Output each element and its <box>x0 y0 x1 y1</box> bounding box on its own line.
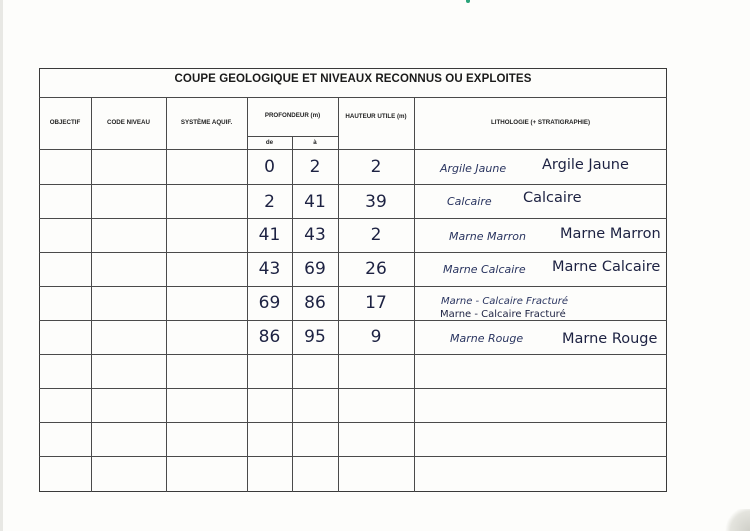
row-4-hauteur: 26 <box>365 259 387 279</box>
title-divider <box>39 97 667 98</box>
row-line <box>39 218 667 219</box>
row-4-litho-faint: Marne Calcaire <box>443 263 526 276</box>
row-3-a: 43 <box>304 225 326 245</box>
row-line <box>39 388 667 389</box>
column-line <box>414 97 415 492</box>
header-profondeur: PROFONDEUR (m) <box>264 112 321 119</box>
row-line <box>39 354 667 355</box>
row-line <box>39 184 667 185</box>
row-2-litho: Calcaire <box>523 190 582 206</box>
row-3-litho: Marne Marron <box>560 226 661 242</box>
row-6-a: 95 <box>304 327 326 347</box>
column-line <box>292 136 293 492</box>
row-5-a: 86 <box>304 293 326 313</box>
row-4-a: 69 <box>304 259 326 279</box>
header-lithologie: LITHOLOGIE (+ STRATIGRAPHIE) <box>490 119 591 126</box>
row-line <box>39 422 667 423</box>
row-line <box>39 286 667 287</box>
row-1-litho: Argile Jaune <box>542 157 629 173</box>
row-line <box>39 320 667 321</box>
column-line <box>91 97 92 492</box>
row-3-litho-faint: Marne Marron <box>449 230 526 243</box>
paper-edge <box>0 0 3 531</box>
header-bottom-line <box>39 149 667 150</box>
row-4-litho: Marne Calcaire <box>552 259 661 275</box>
row-6-litho: Marne Rouge <box>562 331 658 347</box>
header-hauteur-utile: HAUTEUR UTILE (m) <box>345 113 407 120</box>
row-line <box>39 456 667 457</box>
row-2-a: 41 <box>304 192 326 212</box>
row-2-litho-faint: Calcaire <box>447 195 492 208</box>
row-2-de: 2 <box>264 192 275 212</box>
column-line <box>166 97 167 492</box>
header-systeme-aquif: SYSTÈME AQUIF. <box>180 119 233 126</box>
row-4-de: 43 <box>258 259 281 279</box>
row-line <box>39 252 667 253</box>
row-3-hauteur: 2 <box>370 225 382 245</box>
row-1-hauteur: 2 <box>370 157 382 177</box>
row-5-litho-faint: Marne - Calcaire Fracturé <box>441 296 569 307</box>
header-objectif: OBJECTIF <box>49 119 81 126</box>
corner-shadow <box>722 509 750 531</box>
row-3-de: 41 <box>258 225 281 245</box>
geology-table-frame <box>39 68 667 492</box>
row-6-litho-faint: Marne Rouge <box>450 332 524 345</box>
table-title: COUPE GEOLOGIQUE ET NIVEAUX RECONNUS OU EXPLOITES <box>174 73 532 85</box>
row-1-a: 2 <box>309 157 321 177</box>
row-5-litho: Marne - Calcaire Fracturé <box>440 309 566 320</box>
row-5-de: 69 <box>258 293 281 313</box>
row-1-litho-faint: Argile Jaune <box>440 162 507 175</box>
header-code-niveau: CODE NIVEAU <box>107 119 150 126</box>
top-marker <box>466 0 470 3</box>
header-a: à <box>313 139 317 146</box>
row-1-de: 0 <box>264 157 275 177</box>
header-de: de <box>265 139 274 146</box>
row-5-hauteur: 17 <box>365 293 387 313</box>
row-6-hauteur: 9 <box>370 327 382 347</box>
row-6-de: 86 <box>258 327 281 347</box>
row-2-hauteur: 39 <box>365 192 387 212</box>
